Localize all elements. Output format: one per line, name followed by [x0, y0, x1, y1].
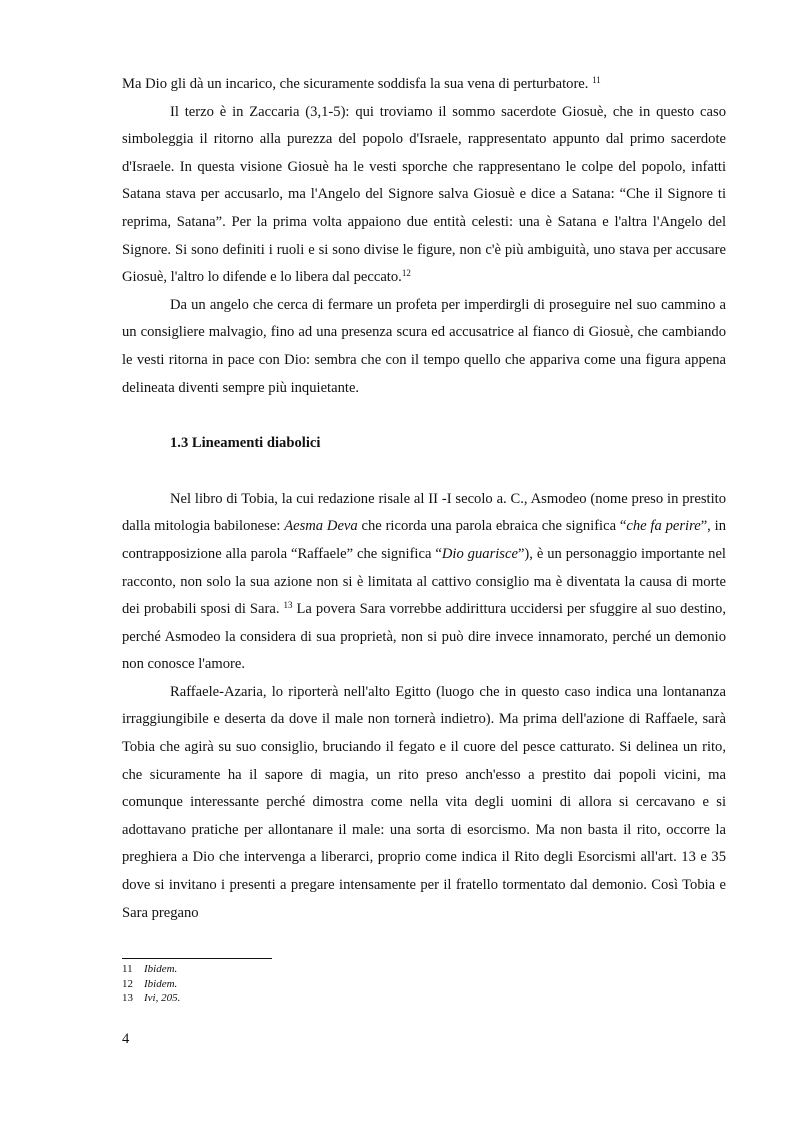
paragraph-2 [122, 99, 726, 292]
footnote-text: Ibidem. [144, 963, 178, 975]
footnotes [122, 962, 522, 1006]
body-text [122, 71, 726, 927]
footnote-number: 11 [122, 963, 133, 975]
footnote-ref-13: 13 [283, 600, 293, 611]
paragraph-2-text: Il terzo è in Zaccaria (3,1-5): qui troviamo il sommo sacerdote Giosuè, che in questo caso simboleggia il ritorno alla purezza del popolo d'Israele, rappresentato appunto dal primo sacerdote d'Israele. In questa visione Giosuè ha le vesti sporche che rappresentano le colpe del popolo, infatti Satana stava per accusarlo, ma l'Angelo del Signore salva Giosuè e dice a Satana: “Che il Signore ti reprima, Satana”. Per la prima volta appaiono due entità celesti: una è Satana e l'altra l'Angelo del Signore. Si sono definiti i ruoli e si sono divise le figure, non c'è più ambiguità, uno stava per accusare Giosuè, l'altro lo difende e lo libera dal peccato. [122, 103, 726, 286]
footnote-12 [122, 977, 522, 992]
footnote-ref-12: 12 [401, 268, 411, 279]
footnote-ref-11: 11 [592, 75, 601, 85]
italic-aesma-deva: Aesma Deva [284, 518, 358, 535]
italic-che-fa-perire: che fa perire [626, 518, 701, 535]
spacer [122, 402, 726, 430]
paragraph-4-text-c: ”, in contrapposizione alla parola “Raffaele” che significa “ [122, 518, 726, 562]
paragraph-4-text-d: ”), è un personaggio importante nel racconto, non solo la sua azione non si è limitata al cattivo consiglio ma è diventata la causa di morte dei probabili sposi di Sara. [122, 545, 726, 618]
italic-dio-guarisce: Dio guarisce [441, 545, 518, 562]
paragraph-4-text-b: che ricorda una parola ebraica che significa “ [357, 518, 627, 535]
section-heading: 1.3 Lineamenti diabolici [170, 435, 321, 452]
paragraph-4-text-e: La povera Sara vorrebbe addirittura uccidersi per sfuggire al suo destino, perché Asmodeo la considera di sua proprietà, non si può dire invece innamorato, perché un demonio non conosce l'amore. [122, 601, 726, 673]
footnote-text: Ivi, 205. [144, 992, 181, 1004]
paragraph-1 [122, 71, 726, 99]
paragraph-4-text-a: Nel libro di Tobia, la cui redazione risale al II -I secolo a. C., Asmodeo (nome preso in prestito dalla mitologia babilonese: [122, 490, 726, 535]
footnote-11 [122, 962, 522, 977]
footnote-text: Ibidem. [144, 977, 178, 990]
paragraph-5: Raffaele-Azaria, lo riporterà nell'alto Egitto (luogo che in questo caso indica una lontananza irraggiungibile e deserta da dove il male non tornerà indietro). Ma prima dell'azione di Raffaele, sarà Tobia che agirà su suo consiglio, bruciando il fegato e il cuore del pesce catturato. Si delinea un rito, che sicuramente ha il sapore di magia, un rito preso anch'esso a prestito dai popoli vicini, ma comunque interessante perché dimostra come nella vita degli uomini di allora si cercavano e si adottavano pratiche per allontanare il male: una sorta di esorcismo. Ma non basta il rito, occorre la preghiera a Dio che intervenga a liberarci, proprio come indica il Rito degli Esorcismi all'art. 13 e 35 dove si invitano i presenti a pregare intensamente per il fratello tormentato dal demonio. Così Tobia e Sara pregano [122, 683, 726, 921]
paragraph-4 [122, 486, 726, 679]
page-number: 4 [122, 1031, 130, 1047]
footnote-separator [122, 958, 272, 959]
spacer [122, 458, 726, 486]
footnote-number: 12 [122, 977, 133, 990]
footnote-number: 13 [122, 992, 133, 1004]
footnote-13 [122, 991, 522, 1006]
paragraph-3: Da un angelo che cerca di fermare un profeta per imperdirgli di proseguire nel suo cammino a un consigliere malvagio, fino ad una presenza scura ed accusatrice al fianco di Giosuè, che cambiando le vesti ritorna in pace con Dio: sembra che con il tempo quello che appariva come una figura appena delineata diventi sempre più inquietante. [122, 296, 726, 396]
paragraph-1-text: Ma Dio gli dà un incarico, che sicuramente soddisfa la sua vena di perturbatore. [122, 76, 589, 92]
